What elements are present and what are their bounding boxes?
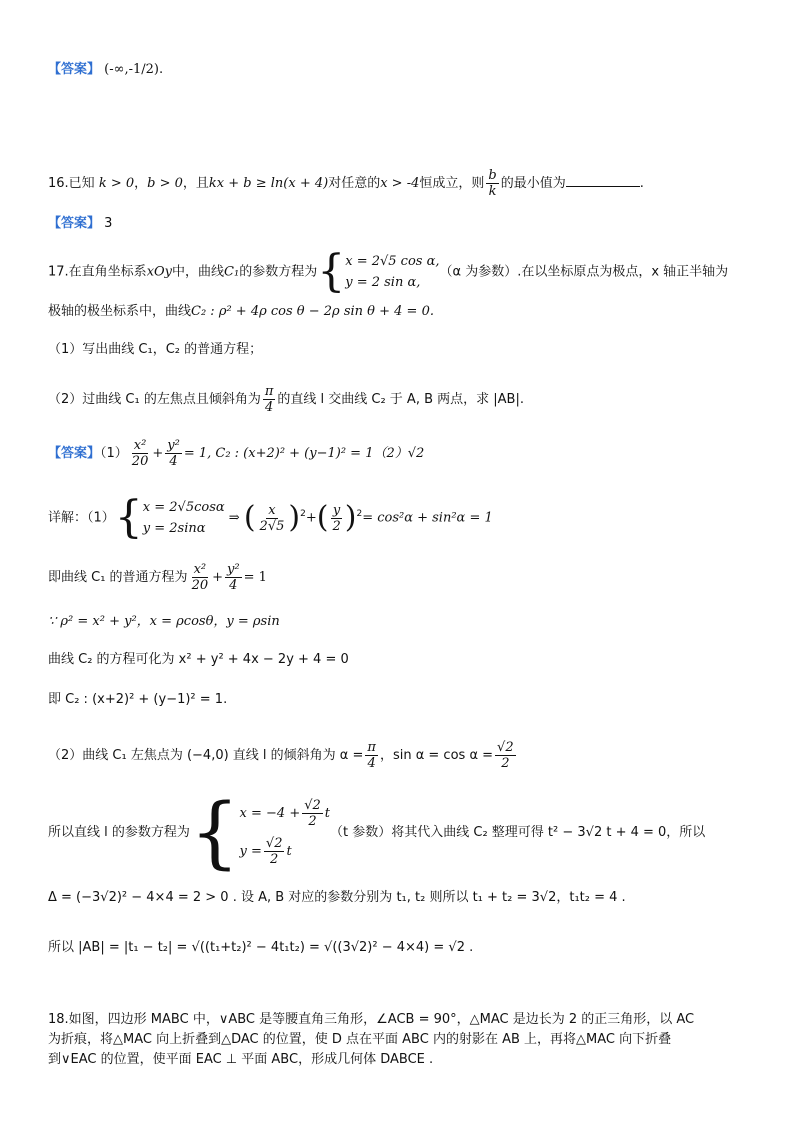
q18-line1 [48,1010,694,1030]
since-line [48,612,280,632]
q18-text-3: 到∨EAC 的位置，使平面 EAC ⊥ 平面 ABC，形成几何体 DABCE . [48,1052,434,1067]
q16-frac-num: b [488,168,497,183]
ab-text: 所以 |AB| = |t₁ − t₂| = √((t₁+t₂)² − 4t₁t₂) = √((3√2)² − 4×4) = √2 . [48,940,474,955]
p2-sin-text: ，sin α = cos α = [379,748,494,763]
q16-mid2: 恒成立，则 [419,176,485,191]
pi-over-4: $\frac{\pi}{4}$ [367,740,376,771]
c2-final-text: 即 C₂ : (x+2)² + (y−1)² = 1. [48,692,228,707]
detail-label: 详解：（1） [48,510,115,526]
normal-c1-line: 即曲线 C₁ 的普通方程为 $\frac{\text{x²}}{20}$ + $\frac{\text{y²}}{4}$ = 1 [48,562,267,593]
detail-x: x = 2√5cosα [142,500,225,515]
detail-rest: = cos²α + sin²α = 1 [362,510,493,526]
q17-part2-a: （2）过曲线 C₁ 的左焦点且倾斜角为 [48,392,261,407]
q15-answer: (-∞,-1/2). [104,62,164,77]
pi-over-4 [263,384,276,415]
ellipse-x-term: $\frac{\text{x²}}{20}$ [131,438,149,469]
ellipse-x-term: $\frac{\text{x²}}{20}$ [191,562,209,593]
q18-line3 [48,1050,433,1070]
q16-cond1: k > 0 [98,176,135,191]
param-line [48,788,706,878]
system-brace: { [317,246,346,297]
q17-line1 [48,246,729,297]
q18-line2 [48,1030,671,1050]
detail-system [143,497,225,539]
q17-ans-eq: = 1, C₂ : (x+2)² + (y−1)² = 1（2）√2 [183,446,425,461]
q16-fraction [486,168,498,199]
pi-num: π [264,384,274,399]
param-lx: x = −4 + [239,806,301,821]
q18-text-2: 为折痕，将△MAC 向上折叠到△DAC 的位置，使 D 点在平面 ABC 内的射影在 AB 上，再将△MAC 向下折叠 [48,1032,672,1047]
q17-text-d: （α 为参数）.在以坐标原点为极点， [439,264,652,280]
q16-answer: 3 [104,216,113,231]
q16-frac-den: k [488,184,497,199]
c2-form-line [48,650,349,670]
q17-text-b: 中，曲线 [172,264,225,280]
part2-solution-line [48,740,518,771]
delta-text: Δ = (−3√2)² − 4×4 = 2 > 0 . 设 A, B 对应的参数分别为 t₁, t₂ 则所以 t₁ + t₂ = 3√2，t₁t₂ = 4 . [48,890,626,905]
q16-inequality: kx + b ≥ ln(x + 4) [208,176,329,191]
q16-end: . [639,176,644,191]
q17-ans-1: （1） [100,446,128,461]
q17-param-system [345,251,439,293]
pi-den: 4 [264,400,274,415]
q17-line2-text: 极轴的极坐标系中，曲线 [48,304,192,319]
q17-param-y: y = 2 sin α, [345,275,421,290]
ab-line [48,938,473,958]
delta-line [48,888,626,908]
q16-domain: x > -4 [380,176,420,191]
q17-part1 [48,340,262,360]
q16-mid: 对任意的 [328,176,381,191]
q17-text-e: x 轴正半轴为 [651,264,729,280]
q17-c1: C₁ [224,264,240,280]
normal-c1-text: 即曲线 C₁ 的普通方程为 [48,570,188,585]
p2-line-text: （2）曲线 C₁ 左焦点为 (−4,0) 直线 l 的倾斜角为 α = [48,748,364,763]
detail-frac-y: $\frac{y}{2}$ [332,502,341,534]
detail-line: 详解：（1）{ x = 2√5cosα y = 2sinα ⇒ ( $\frac{x}{2√5}$ )$^2$+( $\frac{y}{2}$ )$^2$= cos²α + sin²α = 1 [48,492,493,543]
q15-answer-line [48,60,163,80]
q17-c2-polar: C₂ : ρ² + 4ρ cos θ − 2ρ sin θ + 4 = 0. [191,304,434,319]
param-label: 所以直线 l 的参数方程为 [48,825,190,840]
param-after: （t 参数）将其代入曲线 C₂ 整理可得 t² − 3√2 t + 4 = 0，所以 [330,825,706,840]
sqrt2-over-2: $\frac{√2}{2}$ [497,740,514,771]
ellipse-y-term: $\frac{\text{y²}}{4}$ [227,562,240,593]
q16-answer-line [48,214,112,234]
answer-tag: 【答案】 [48,62,101,77]
q17-line2 [48,302,434,322]
q17-part2 [48,384,524,415]
q16-sep2: ，且 [182,176,209,191]
answer-blank [566,172,640,187]
detail-frac-x: $\frac{x}{2√5}$ [259,502,285,534]
q16-prefix: 16.已知 [48,176,95,191]
c2-form-text: 曲线 C₂ 的方程可化为 x² + y² + 4x − 2y + 4 = 0 [48,652,349,667]
q17-xoy: xOy [146,264,173,280]
since-text: ∵ ρ² = x² + y²，x = ρcosθ，y = ρsin [48,614,280,629]
answer-tag: 【答案】 [48,446,101,461]
line-param-system: x = −4 + $\frac{√2}{2}$ t y = $\frac{√2}{2}$ t [239,798,331,867]
q17-param-x: x = 2√5 cos α, [345,254,440,269]
detail-y: y = 2sinα [142,521,206,536]
q16-sep1: ， [134,176,148,191]
q17-text-c: 的参数方程为 [239,264,318,280]
system-brace: { [189,788,240,878]
system-brace: { [114,492,143,543]
q17-part1-text: （1）写出曲线 C₁，C₂ 的普通方程； [48,342,263,357]
q18-text-1: 18.如图，四边形 MABC 中，∨ABC 是等腰直角三角形，∠ACB = 90°，△MAC 是边长为 2 的正三角形，以 AC [48,1012,695,1027]
q17-answer-line: 【答案】（1） $\frac{\text{x²}}{20}$ + $\frac{\text{y²}}{4}$ = 1, C₂ : (x+2)² + (y−1)² = 1（2）√2 [48,438,425,469]
q17-text-a: 17.在直角坐标系 [48,264,147,280]
param-ly: y = [239,844,262,859]
q17-part2-b: 的直线 l 交曲线 C₂ 于 A, B 两点，求 |AB|. [277,392,524,407]
answer-tag: 【答案】 [48,216,101,231]
q16-question [48,168,644,199]
c2-final-line [48,690,227,710]
q16-cond2: b > 0 [147,176,183,191]
ellipse-y-term: $\frac{\text{y²}}{4}$ [167,438,180,469]
q16-suffix: 的最小值为 [500,176,566,191]
